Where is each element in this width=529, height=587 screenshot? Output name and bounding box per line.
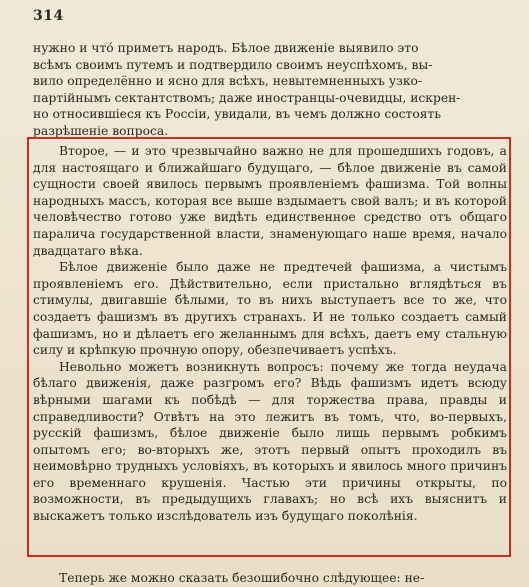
text-line: нужно и что́ приметъ народъ. Бѣлое движенiе выявило это (33, 41, 419, 55)
paragraph-fascism: Бѣлое движенiе было даже не предтечей фашизма, а чистымъ проявленiемъ его. Дѣйствительно, если пристально вглядѣться въ стимулы, двигавшiе бѣлыми, то въ нихъ выступаетъ все то же, что создаетъ фашизмъ въ другихъ странахъ. И не только создаетъ самый фашизмъ, но и дѣлаетъ его желаннымъ для всѣхъ, даетъ ему стальную силу и крѣпкую прочную опору, обезпечиваетъ успѣхъ. (33, 260, 507, 358)
text-line: всѣмъ своимъ путемъ и подтвердило своимъ неуспѣхомъ, вы- (33, 57, 433, 72)
paragraph-question: Невольно можетъ возникнуть вопросъ: почему же тогда неудача бѣлаго движенiя, даже разгромъ его? Вѣдь фашизмъ идетъ всюду вѣрными шагами къ побѣдѣ — для торжества права, правды и справедливости? Отвѣтъ на это лежитъ въ томъ, что, во-первыхъ, русскiй фашизмъ, бѣлое движенiе было лишь первымъ робкимъ опытомъ его; во-вторыхъ же, этотъ первый опытъ проходилъ въ неимовѣрно трудныхъ условiяхъ, въ которыхъ и явилось много причинъ его временнаго крушенiя. Частью эти причины открыты, по возможности, въ предыдущихъ главахъ; но всѣ ихъ выяснитъ и выскажетъ только изслѣдователь изъ будущаго поколѣнiя. (33, 359, 507, 524)
text-line: но относившiеся къ Россiи, увидали, въ чемъ должно состоять (33, 107, 442, 122)
text-line: вило определённо и ясно для всѣхъ, невытемненныхъ узко- (33, 74, 423, 89)
text-line: Теперь же можно сказать безошибочно слѣдующее: не- (59, 571, 425, 585)
paragraph-second-point: Второе, — и это чрезвычайно важно не для прошедшихъ годовъ, а для настоящаго и ближайшаго будущаго, — бѣлое движенiе въ самой сущности своей явилось первымъ проявленiемъ фашизма. Той волны народныхъ массъ, которая все выше вздымаетъ свой валъ; и въ которой человѣчество готово уже видѣть единственное средство отъ общаго паралича государственной власти, знаменующаго наше время, начало двадцатаго вѣка. (33, 144, 507, 258)
top-paragraph (33, 40, 507, 140)
text-line: разрѣшенiе вопроса. (33, 123, 169, 138)
red-highlight-frame (27, 137, 511, 557)
text-line: партiйнымъ сектантствомъ; даже иностранцы-очевидцы, искрен- (33, 90, 461, 105)
page-number: 314 (33, 8, 64, 24)
bottom-line (33, 570, 507, 587)
